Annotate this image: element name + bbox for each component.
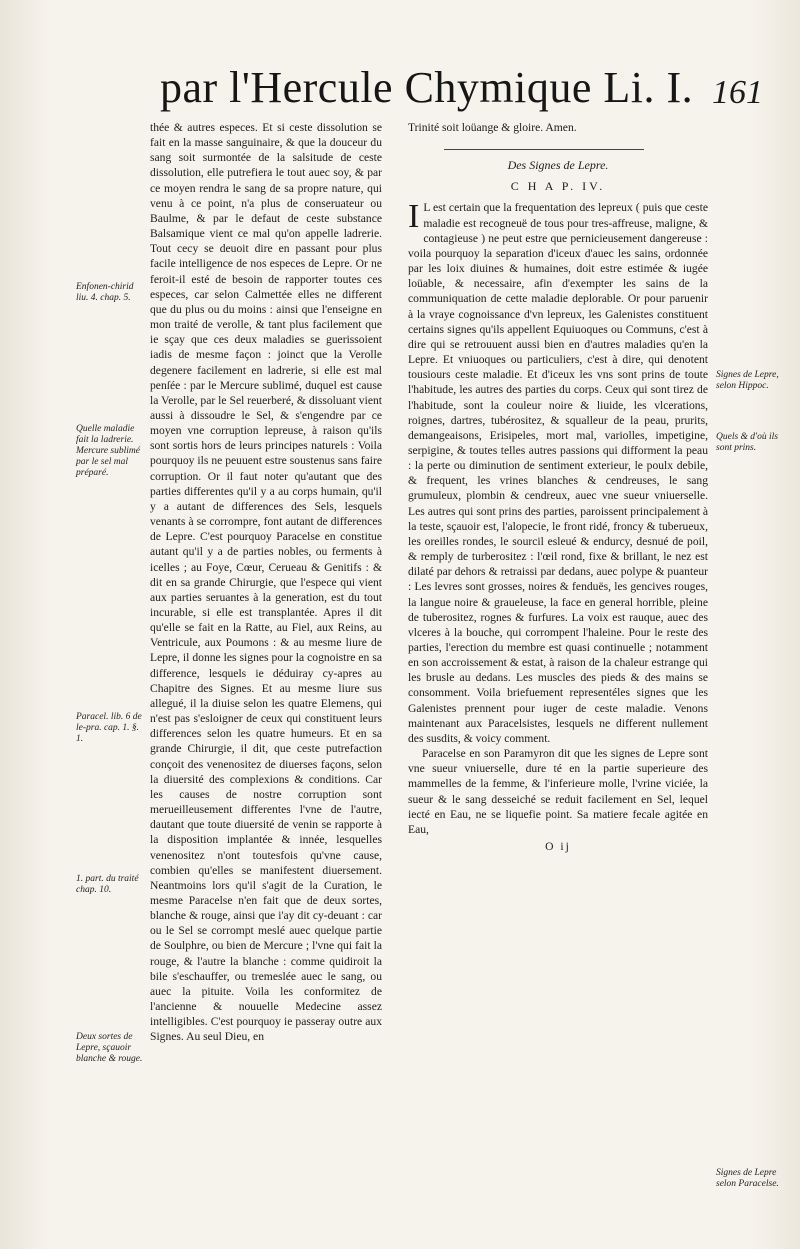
running-title: par l'Hercule Chymique Li. I. xyxy=(160,63,694,112)
left-column-text: thée & autres especes. Et si ceste dissolution se fait en la masse sanguinaire, & que la douceur du sang soit surmontée de la salsitude de ceste dissolution, elle putrefiera le tout auec soy, & par ce moyen rendra le sang de sa propre nature, qui venu à ce point, n'a plus de conseruateur ou Baulme, & par le defaut de ceste substance Balsamique vient ce mal qu'on appelle ladrerie. Tout cecy se deuoit dire en passant pour plus facile intelligence de nos especes de Lepre. Or ne feroit-il esté de besoin de rapporter toutes ces especes, car selon Calmettée elles ne different que du plus ou du moins : ainsi que l'enseigne en mon traité de verolle, & tant plus facilement que ie sçay que ces deux maladies se guerissoient iadis de mesme façon : joinct que la Verolle degenere facilement en ladrerie, si elle est mal penſée : par le Mercure sublimé, duquel est cause la Verolle, par le Sel reuerberé, & dissoluant vient aussi à dissoudre le Sel, & s'engendre par ce moyen vne corruption lepreuse, à raison qu'ils sont sortis hors de leurs principes naturels : Voila pourquoy ils ne peuuent estre soustenus sans faire corruption. Or il faut noter qu'autant que des parties differentes qu'il y a au corps humain, qu'il y a autant de differences des Sels, lesquels venants à se corrompre, font autant de differences de Lepre. C'est pourquoy Paracelse en constitue autant qu'il y a de parties nobles, ou ferments à icelles ; au Foye, Cœur, Cerueau & Genitifs : & dit en sa grande Chirurgie, que l'espece qui vient aux parties seruantes à la generation, est du tout incurable, si elle est transplantée. Apres il dit qu'elle se fait en la Ratte, au Fiel, aux Reins, au Ventricule, aux Poumons : & au mesme liure de Lepre, il donne les signes pour la cognoistre en sa difference, lesquels ie déduiray cy-apres au Chapitre des Signes. Et au mesme liure sus allegué, il la diuise selon les quatre Elemens, qui n'est pas s'esloigner de ceux qui constituent leurs differences selon les quatre humeurs. Et en sa grande Chirurgie, il dit, que ceste putrefaction conçoit des venenositez de diuerses façons, selon la diuersité des complexions & conditions. Car les causes de nostre corruption sont merueilleusement differentes l'vne de l'autre, dautant que toute diuersité de venin se rapporte à la disposition implantée & innée, lesquelles venenositez n'ont toutesfois qu'vne cause, combien qu'elles se manifestent diuersement. Neantmoins lors qu'il s'agit de la Curation, le mesme Paracelse n'en fait que de deux sortes, blanche & rouge, ainsi que i'ay dit cy-deuant : car ou le Sel se corrompt meslé auec quelque partie de Soulphre, ou bien de Mercure ; l'vne qui fait la rouge, & l'autre la blanche : comme quidiroit la bile s'eschauffer, ou tremeslée auec le sang, ou auec la pituite. Voila les conformitez de l'ancienne & nouuelle Medecine assez intelligibles. C'est pourquoy ie passeray outre aux Signes. Au seul Dieu, en xyxy=(150,121,382,1044)
margin-note-deux-sortes: Deux sortes de Lepre, sçauoir blanche & rouge. xyxy=(76,1032,143,1064)
signature-mark: O ij xyxy=(545,840,571,854)
margin-note-enfonen: Enfonen-chirid liu. 4. chap. 5. xyxy=(76,282,134,303)
left-column xyxy=(150,120,382,1240)
right-column-intro: Trinité soit loüange & gloire. Amen. xyxy=(408,121,577,134)
paragraph-2: Paracelse en son Paramyron dit que les signes de Lepre sont vne sueur vniuerselle, dure té en la partie superieure des mammelles de la femme, & l'inferieure molle, l'vrine viciée, la sueur & le sang desseiché se reduit facilement en Sel, lequel iecté en Eau, ne se liquefie point. Sa matiere fecale agitée en Eau, xyxy=(408,747,708,836)
margin-note-paracelse-lib: Paracel. lib. 6 de le-pra. cap. 1. §. 1. xyxy=(76,712,142,744)
section-title: Des Signes de Lepre. xyxy=(507,158,609,173)
section-divider xyxy=(444,149,644,150)
paragraph-1-text: L est certain que la frequentation des lepreux ( puis que ceste maladie est recogneuë de tous pour tres-affreuse, maligne, & contagieuse ) ne peut estre que pernicieusement dangereuse : voila pourquoy la separation d'iceux d'auec les sains, ordonnée par les loix diuines & humaines, doit estre estimée & iugée loüable, & necessaire, afin d'exempter les sains de la communiquation de cette maladie deplorable. Or pour paruenir à la vraye cognoissance d'vn lepreux, les Galenistes constituent certains signes qu'ils appellent Equiuoques ou Communs, c'est à dire qui se retrouuent aussi bien en d'autres maladies qu'en la Lepre. Et vniuoques ou particuliers, c'est à dire, qui denotent tousiours ceste maladie. Et d'iceux les vns sont prins de toute l'habitude, les autres des parties du corps. Ceux qui sont tirez de l'habitude, sont la couleur noire & liuide, les vlcerations, roignes, dartres, tubérositez, & squalleur de la peau, prurits, demangeaisons, Erisipeles, mort mal, variolles, impetigine, serpigine, & toutes telles autres passions qui difforment la peau : la perte ou diminution de sentiment exterieur, le poulx debile, & frequent, les vrines blanches & cendreuses, le sang grumuleux, plombin & cendreux, auec vne sueur vniuerselle. Les autres qui sont prins des parties, paroissent principalement à la teste, sçauoir est, l'alopecie, le front ridé, froncy & tuberueux, les oreilles rondes, le sourcil esleué & endurcy, desnué de poil, & remply de turberositez : l'œil rond, fixe & brillant, le nez est dilaté par dehors & retraissi par dedans, auec polype & puanteur : Les levres sont grosses, noires & fenduës, les gencives rouges, la langue noire & graueleuse, la face en general horrible, pleine de tuberositez, rognes & furfures. La voix est rauque, auec des vlceres à la bouche, qui corrompent l'haleine. Pour le reste des parties, l'erection du membre est quasi continuelle ; notamment en son accroissement & estat, à raison de la chaleur estrange qui les brusle au dedans. Les muscles des pieds & des mains se consomment. Voila briefuement representéles signes que les Galenistes prennent pour iuger de ceste maladie. Venons maintenant aux Paracelsistes, lesquels ne different nullement des susdits, & voicy comment. xyxy=(408,201,708,745)
page-number: 161 xyxy=(712,74,763,111)
chapter-heading: C H A P. IV. xyxy=(510,179,606,194)
margin-note-quels-prins: Quels & d'où ils sont prins. xyxy=(716,432,778,453)
margin-note-quelle-maladie: Quelle maladie fait la ladrerie. Mercure sublimé par le sel mal préparé. xyxy=(76,424,140,478)
drop-cap: I xyxy=(408,198,420,236)
margin-note-chirurgie: 1. part. du traité chap. 10. xyxy=(76,874,139,895)
margin-note-signes-paracelse: Signes de Lepre selon Paracelse. xyxy=(716,1168,779,1189)
paragraph-1 xyxy=(408,200,708,746)
right-column xyxy=(408,120,708,1240)
margin-note-signes-hippoc: Signes de Lepre, selon Hippoc. xyxy=(716,370,779,391)
